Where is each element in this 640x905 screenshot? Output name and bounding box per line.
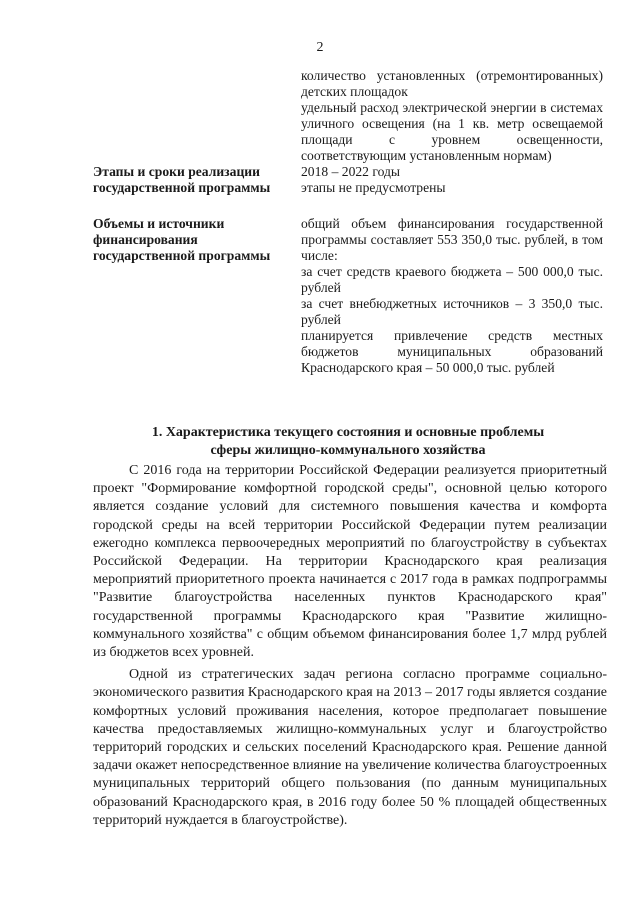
indicator-electricity: удельный расход электрической энергии в системах уличного освещения (на 1 кв. метр освещаемой площади с уровнем освещенности, соответствующим установленным нормам) [301,100,603,163]
indicator-playgrounds: количество установленных (отремонтированных) детских площадок [301,68,603,99]
funding-total: общий объем финансирования государственной программы составляет 553 350,0 тыс. рублей, в том числе: [301,216,603,263]
funding-municipal: планируется привлечение средств местных бюджетов муниципальных образований Краснодарского края – 50 000,0 тыс. рублей [301,328,603,375]
funding-regional: за счет средств краевого бюджета – 500 000,0 тыс. рублей [301,264,603,295]
body-paragraph-2: Одной из стратегических задач региона согласно программе социально-экономического развития Краснодарского края на 2013 – 2017 годы является создание комфортных условий проживания населения, которое предполагает повышение качества предоставляемых жилищно-коммунальных услуг и благоустройство территорий городских и сельских поселений Краснодарского края. Решение данной задачи окажет непосредственное влияние на увеличение количества благоустроенных муниципальных территорий общего пользования (по данным муниципальных образований Краснодарского края, в 2016 году более 50 % площадей общественных территорий нуждается в благоустройстве). [93,667,607,828]
passport-value-funding [301,216,603,376]
stages-period: 2018 – 2022 годы [301,164,401,179]
passport-row-indicators [93,68,603,164]
section-body [93,462,607,830]
passport-value-indicators [301,68,603,164]
stages-note: этапы не предусмотрены [301,180,446,195]
passport-label-stages: Этапы и сроки реализации государственной программы [93,164,271,195]
page-number: 2 [316,40,324,55]
section-heading [93,424,603,460]
passport-value-stages [301,164,603,196]
passport-row-funding [93,216,603,376]
section-heading-line-2: сферы жилищно-коммунального хозяйства [210,443,486,458]
passport-row-stages [93,164,603,196]
passport-label-empty [93,68,301,164]
section-heading-line-1: 1. Характеристика текущего состояния и основные проблемы [151,425,545,440]
passport-label-funding: Объемы и источники финансирования государственной программы [93,216,271,263]
funding-extrabudgetary: за счет внебюджетных источников – 3 350,0 тыс. рублей [301,296,603,327]
body-paragraph-1: С 2016 года на территории Российской Федерации реализуется приоритетный проект "Формирование комфортной городской среды", основной целью которого является создание условий для системного повышения качества и комфорта городской среды на всей территории Российской Федерации путем реализации ежегодно комплекса первоочередных мероприятий по благоустройству в субъектах Российской Федерации. На территории Краснодарского края реализация мероприятий приоритетного проекта начинается с 2017 года в рамках подпрограммы "Развитие благоустройства населенных пунктов Краснодарского края" государственной программы Краснодарского края "Развитие жилищно-коммунального хозяйства" с общим объемом финансирования более 1,7 млрд рублей из бюджетов всех уровней. [93,463,607,661]
program-passport-table [93,68,603,376]
